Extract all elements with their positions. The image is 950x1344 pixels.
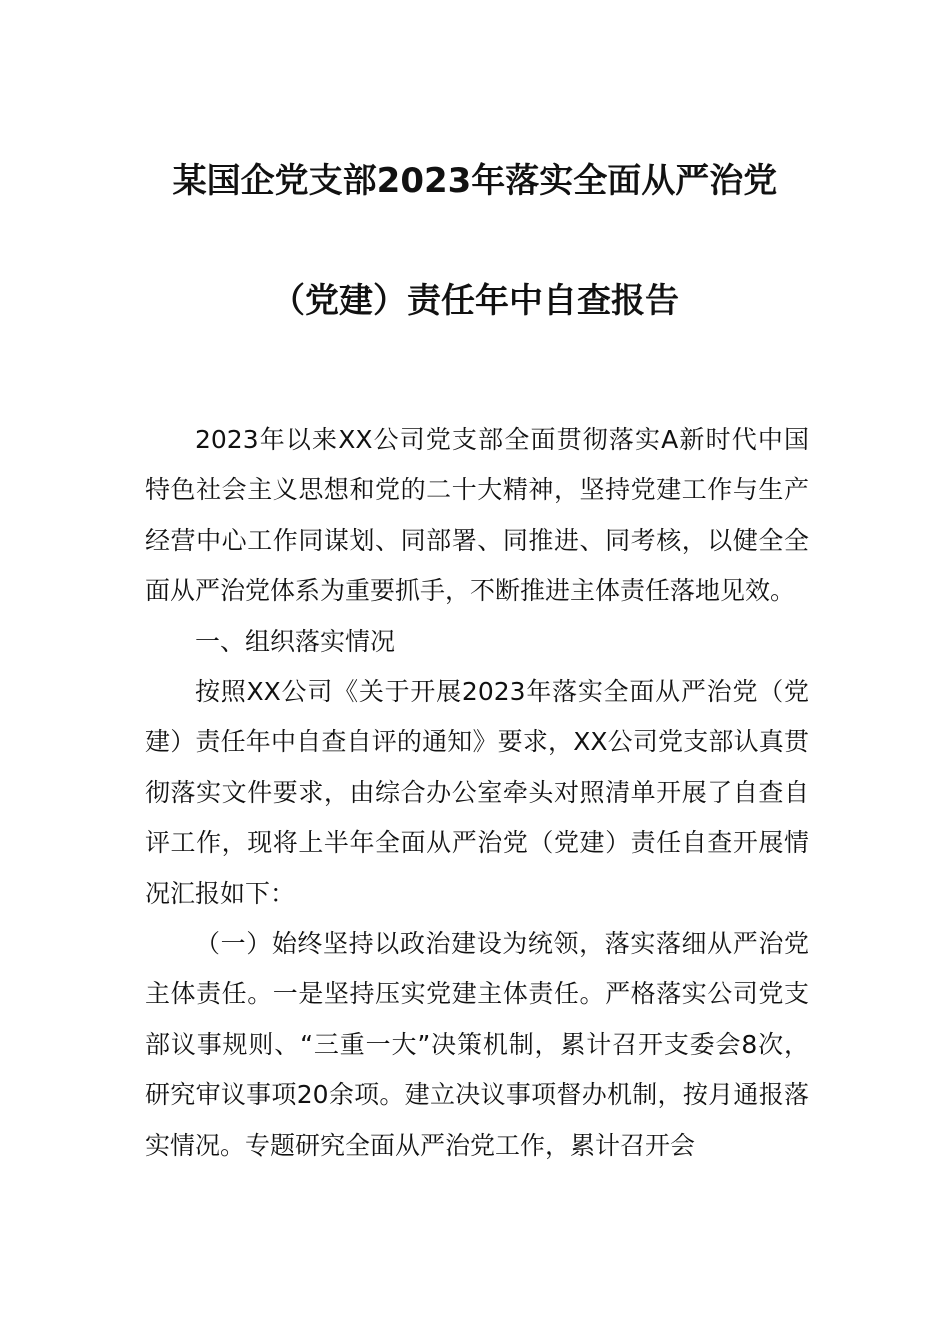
body-paragraph-3: （一）始终坚持以政治建设为统领，落实落细从严治党主体责任。一是坚持压实党建主体责任。严格落实公司党支部议事规则、“三重一大”决策机制，累计召开支委会8次，研究审议事项20余项。建立决议事项督办机制，按月通报落实情况。专题研究全面从严治党工作，累计召开会 [145, 929, 809, 1160]
document-title-line-1: 某国企党支部2023年落实全面从严治党 [172, 161, 778, 201]
body-paragraph-2: 按照XX公司《关于开展2023年落实全面从严治党（党建）责任年中自查自评的通知》要求，XX公司党支部认真贯彻落实文件要求，由综合办公室牵头对照清单开展了自查自评工作，现将上半年全面从严治党（党建）责任自查开展情况汇报如下： [145, 677, 809, 908]
document-title-line-2: （党建）责任年中自查报告 [271, 281, 679, 321]
document-body [145, 415, 809, 1171]
section-heading-1: 一、组织落实情况 [195, 626, 396, 656]
intro-paragraph: 2023年以来XX公司党支部全面贯彻落实A新时代中国特色社会主义思想和党的二十大精神，坚持党建工作与生产经营中心工作同谋划、同部署、同推进、同考核，以健全全面从严治党体系为重要抓手，不断推进主体责任落地见效。 [145, 425, 809, 606]
